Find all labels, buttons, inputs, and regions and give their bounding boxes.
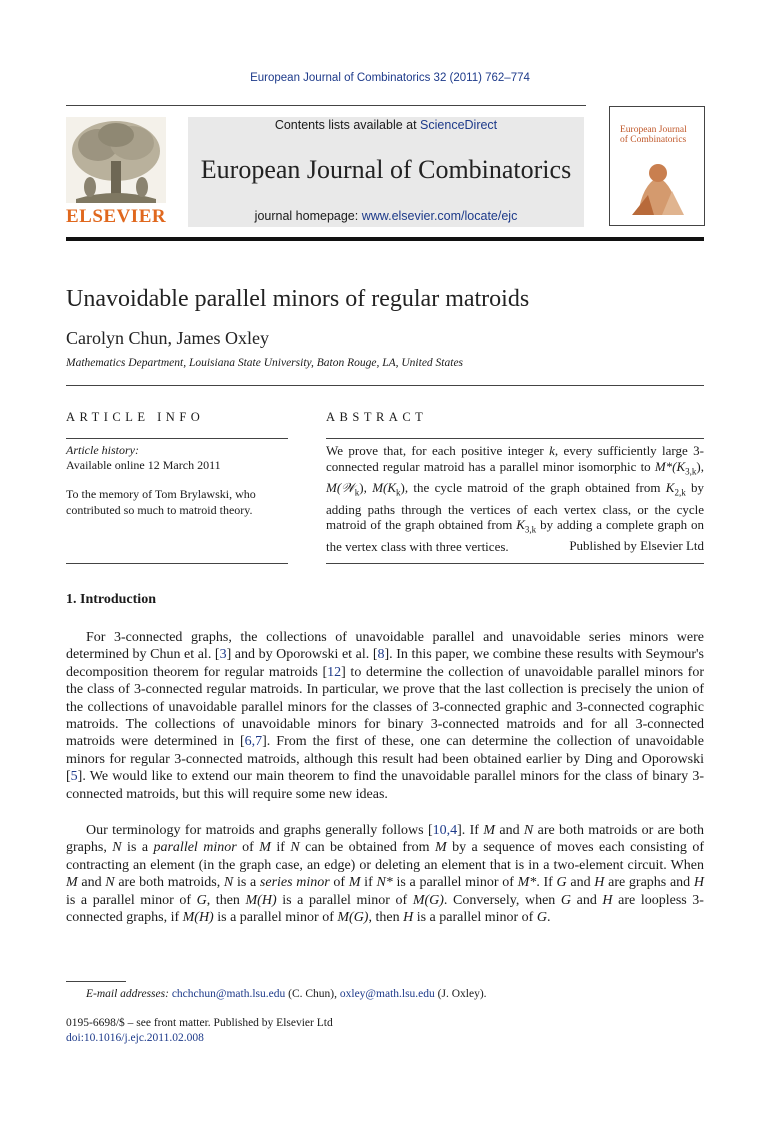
math: M(G) [337,910,369,926]
journal-reference[interactable]: European Journal of Combinatorics 32 (2011) 762–774 [250,72,530,84]
text: ]. We would like to extend our main theorem to find the unavoidable parallel minors for the class of binary 3-connected matroids, but this will require some new ideas. [66,769,704,802]
cover-illustration-icon [628,155,688,217]
title-rule [66,385,704,386]
homepage-prefix: journal homepage: [254,209,362,223]
text: are graphs and [604,875,694,891]
abstract-part: , every sufficiently large 3-connected regular matroid has a parallel minor isomorphic to [326,443,704,474]
text: are loopless 3-connected graphs, if [66,892,704,926]
journal-cover-thumbnail[interactable] [609,106,705,226]
header-rule [66,105,586,106]
cover-title-line2: of Combinatorics [620,135,687,145]
text: and [566,875,595,891]
text: Our terminology for matroids and graphs generally follows [ [86,823,433,838]
text: are both matroids, [114,875,224,891]
authors: Carolyn Chun, James Oxley [66,328,269,348]
email-footnote [86,988,487,1000]
math-m3: M(K [372,480,397,496]
email-name: (J. Oxley). [434,988,487,1000]
math: H [602,892,613,908]
math: M(H) [182,910,214,926]
math: M(G) [412,892,444,908]
abstract-rule-top [326,438,704,439]
text: . [546,910,551,926]
abstract-part: , the cycle matroid of the graph obtained from [404,480,666,496]
text: ]. From the first of these, one can determine the collection of unavoidable minors for regular 3-connected matroids, although this result had been obtained earlier by Ding and Oporowski [ [66,734,704,785]
contents-prefix: Contents lists available at [274,118,421,132]
abstract-heading: ABSTRACT [326,410,428,424]
math: N [223,875,234,891]
text: For 3-connected graphs, the collections of unavoidable parallel and unavoidable series minors were determined by Chun et al. [ [66,630,704,663]
article-history-label: Article history: [66,443,139,457]
math: M [434,840,447,856]
email-label: E-mail addresses: [86,988,172,1000]
email-link-oxley[interactable]: oxley@math.lsu.edu [339,988,435,1000]
math: G [560,892,572,908]
text: can be obtained from [299,840,435,856]
intro-paragraph-1 [66,629,704,803]
math: N* [376,875,393,891]
affiliation: Mathematics Department, Louisiana State University, Baton Rouge, LA, United States [66,357,464,369]
text: and [495,823,524,838]
math-m1: M*(K [654,458,686,474]
math: N [105,875,115,891]
math-m3-end: ) [400,480,405,496]
footnote-rule [66,981,126,982]
math: M(H) [245,892,277,908]
abstract-sep: , [363,480,373,496]
text: are both matroids or are both graphs, [66,823,704,856]
abstract-publisher: Published by Elsevier Ltd [569,538,704,553]
copyright-line: 0195-6698/$ – see front matter. Published by Elsevier Ltd [66,1017,333,1029]
text: ] and by Oporowski et al. [ [226,647,378,663]
math-m1-sub: 3,k [685,466,697,477]
math-m2-end: ) [359,480,364,496]
text: is a [233,875,260,891]
math-m4: K [665,480,675,496]
text: if [360,875,377,891]
text: of [236,840,260,856]
math: H [693,875,704,891]
abstract-part: by adding a complete graph on the vertex class with three vertices. [326,517,704,554]
homepage-line [188,209,584,223]
text: ] to determine the collection of unavoidable parallel minors for the class of 3-connected regular matroids. In particular, we prove that the last collection is precisely the union of the collections of unavoidable parallel minors for the classes of 3-connected graphic and 3-connected cographic matroids. The collections of unavoidable minors for binary 3-connected matroids and for all 3-connected matroids were determined in [ [66,664,704,750]
math: N [523,823,534,838]
introduction-heading: 1. Introduction [66,592,156,607]
math: H [403,910,414,926]
math: M [66,875,78,891]
email-link-chun[interactable]: chchchun@math.lsu.edu [171,988,286,1000]
text: is a parallel minor of [276,892,413,908]
math-m2: M(𝒲 [326,480,355,496]
text: is a parallel minor of [392,875,518,891]
math-m5-sub: 3,k [524,524,537,535]
dedication: To the memory of Tom Brylawski, who contributed so much to matroid theory. [66,487,256,517]
text: is a parallel minor of [66,892,197,908]
intro-paragraph-2 [66,822,704,926]
abstract-rule-bottom [326,563,704,564]
text: and [571,892,603,908]
math-k: k [549,443,555,458]
text: ]. In this paper, we combine these results with Seymour's decomposition theorem for regular matroids [ [66,647,705,680]
homepage-link[interactable]: www.elsevier.com/locate/ejc [361,209,518,223]
math: N [290,840,300,856]
math: M [348,875,361,891]
text: by a sequence of moves each consisting of contracting an element (in the graph case, an edge) or deleting an element that is in a two-element circuit. When [66,840,704,873]
article-info-rule-bottom [66,563,288,564]
math: M [483,823,495,838]
doi-link[interactable]: doi:10.1016/j.ejc.2011.02.008 [66,1032,204,1044]
text: , then [206,892,246,908]
text: is a parallel minor of [213,910,338,926]
text: . Conversely, when [443,892,561,908]
text: of [329,875,349,891]
math-m5: K [516,517,525,533]
math: M* [517,875,537,891]
math: G [196,892,207,908]
text: is a parallel minor of [413,910,537,926]
math: H [594,875,605,891]
sciencedirect-link[interactable]: ScienceDirect [420,118,498,132]
elsevier-wordmark: ELSEVIER [66,206,167,227]
text: . If [536,875,557,891]
header-thick-rule [66,237,704,241]
math: N [112,840,122,856]
article-history-value: Available online 12 March 2011 [66,458,221,472]
math-m2-sub: k [354,487,360,498]
cover-title [620,125,687,145]
text: is a [121,840,154,856]
math: M [259,840,271,856]
article-info-heading: ARTICLE INFO [66,410,205,424]
citation-link[interactable]: 3 [219,647,227,663]
citation-link[interactable]: 5 [70,769,78,785]
journal-title: European Journal of Combinatorics [200,155,572,184]
math: G [536,910,547,926]
email-name: (C. Chun), [285,988,340,1000]
math-m4-sub: 2,k [674,487,686,498]
abstract-sep: , [700,458,704,474]
term-parallel-minor: parallel minor [153,840,237,856]
text: if [270,840,291,856]
article-info-rule-top [66,438,288,439]
text: and [77,875,106,891]
cover-title-line1: European Journal [620,125,687,135]
math: G [556,875,567,891]
citation-link[interactable]: 8 [377,647,385,663]
paper-title: Unavoidable parallel minors of regular matroids [66,286,530,312]
abstract-part: We prove that, for each positive integer [326,443,550,458]
contents-line [188,118,584,132]
text: , then [368,910,404,926]
math-m3-sub: k [396,487,401,498]
abstract-part: by adding paths through the vertices of each vertex class, or the cycle matroid of the graph obtained from [326,480,705,533]
math-m1-end: ) [696,458,701,474]
citation-link[interactable]: 10,4 [432,823,458,838]
text: ]. If [457,823,484,838]
citation-link[interactable]: 6,7 [244,734,263,750]
term-series-minor: series minor [259,875,330,891]
citation-link[interactable]: 12 [327,664,342,680]
